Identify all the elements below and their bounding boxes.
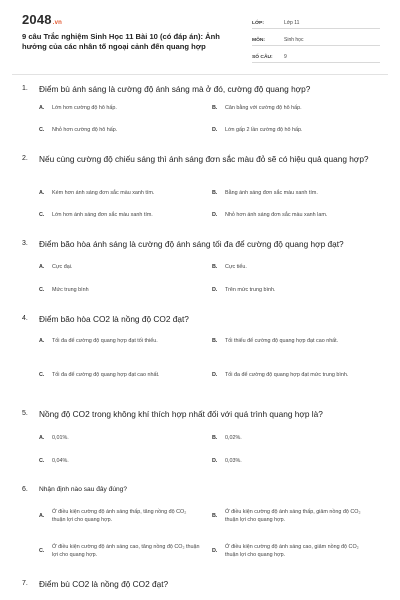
- option-a[interactable]: [39, 337, 200, 345]
- option-key: B.: [212, 435, 218, 441]
- question-text: Nồng độ CO2 trong không khí thích hợp nhất đối với quá trình quang hợp là?: [39, 409, 323, 419]
- option-d[interactable]: [212, 457, 373, 465]
- meta-value: Sinh học: [284, 37, 304, 43]
- option-key: D.: [212, 127, 218, 133]
- option-text: Ở điều kiện cường độ ánh sáng cao, tăng nồng độ CO₂ thuận lợi cho quang hợp.: [52, 544, 200, 558]
- option-b[interactable]: [212, 508, 373, 524]
- question-1: [22, 83, 384, 95]
- option-text: Lớn gấp 2 lần cường độ hô hấp.: [225, 127, 303, 133]
- logo-text: 2048: [22, 12, 52, 27]
- option-key: C.: [39, 372, 45, 378]
- option-d[interactable]: [212, 286, 373, 294]
- option-key: A.: [39, 105, 45, 111]
- option-a[interactable]: [39, 104, 200, 112]
- question-title: [22, 153, 384, 165]
- question-number: 3.: [22, 240, 28, 247]
- option-text: Ở điều kiện cường độ ánh sáng cao, giảm nồng độ CO₂ thuận lợi cho quang hợp.: [225, 544, 359, 558]
- question-text: Điểm bão hòa ánh sáng là cường độ ánh sáng tối đa để cường độ quang hợp đạt?: [39, 239, 344, 249]
- option-key: B.: [212, 264, 218, 270]
- option-key: C.: [39, 287, 45, 293]
- option-key: B.: [212, 190, 218, 196]
- option-key: A.: [39, 190, 45, 196]
- option-a[interactable]: [39, 189, 200, 197]
- question-3: [22, 238, 384, 250]
- option-text: Lớn hơn cường độ hô hấp.: [52, 105, 117, 111]
- option-key: B.: [212, 338, 218, 344]
- option-c[interactable]: [39, 371, 200, 379]
- option-text: Nhỏ hơn ánh sáng đơn sắc màu xanh lam.: [225, 212, 328, 218]
- option-key: D.: [212, 212, 218, 218]
- option-text: Lớn hơn ánh sáng đơn sắc màu xanh tím.: [52, 212, 153, 218]
- question-6: [22, 484, 384, 496]
- option-b[interactable]: [212, 434, 373, 442]
- option-b[interactable]: [212, 104, 373, 112]
- option-key: D.: [212, 372, 218, 378]
- option-text: Ở điều kiện cường độ ánh sáng thấp, tăng nồng độ CO₂ thuận lợi cho quang hợp.: [52, 509, 187, 523]
- option-b[interactable]: [212, 189, 373, 197]
- question-text: Nếu cùng cường độ chiếu sáng thì ánh sáng đơn sắc màu đỏ sẽ có hiệu quả quang hợp?: [39, 154, 369, 164]
- question-number: 7.: [22, 580, 28, 587]
- option-key: C.: [39, 127, 45, 133]
- option-text: Mức trung bình: [52, 287, 89, 293]
- question-title: [22, 484, 384, 496]
- option-text: Tối thiểu để cường độ quang hợp đạt cao nhất.: [225, 338, 339, 344]
- question-number: 5.: [22, 410, 28, 417]
- option-text: Tối đa để cường độ quang hợp đạt mức trung bình.: [225, 372, 349, 378]
- option-c[interactable]: [39, 286, 200, 294]
- page-title: 9 câu Trắc nghiệm Sinh Học 11 Bài 10 (có đáp án): Ảnh hưởng của các nhân tố ngoại cảnh đến quang hợp: [22, 32, 220, 51]
- question-title: [22, 83, 384, 95]
- question-text: Điểm bù CO2 là nồng độ CO2 đạt?: [39, 579, 169, 589]
- option-key: A.: [39, 338, 45, 344]
- question-number: 6.: [22, 486, 28, 493]
- question-text: Điểm bão hòa CO2 là nồng độ CO2 đạt?: [39, 314, 189, 324]
- option-b[interactable]: [212, 337, 373, 345]
- option-d[interactable]: [212, 126, 373, 134]
- question-title: [22, 238, 384, 250]
- option-text: Cân bằng với cường độ hô hấp.: [225, 105, 302, 111]
- option-d[interactable]: [212, 371, 373, 379]
- option-text: 0,03%.: [225, 458, 242, 464]
- option-b[interactable]: [212, 263, 373, 271]
- question-7: [22, 578, 384, 590]
- question-number: 1.: [22, 85, 28, 92]
- option-key: A.: [39, 435, 45, 441]
- option-key: D.: [212, 458, 218, 464]
- question-text: Điểm bù ánh sáng là cường độ ánh sáng mà ở đó, cường độ quang hợp?: [39, 84, 311, 94]
- option-text: 0,04%.: [52, 458, 69, 464]
- option-text: Tối đa để cường độ quang hợp đạt tối thiểu.: [52, 338, 158, 344]
- option-a[interactable]: [39, 434, 200, 442]
- option-key: B.: [212, 105, 218, 111]
- question-number: 4.: [22, 315, 28, 322]
- question-number: 2.: [22, 155, 28, 162]
- option-text: Ở điều kiện cường độ ánh sáng thấp, giảm nồng độ CO₂ thuận lợi cho quang hợp.: [225, 509, 361, 523]
- option-key: D.: [212, 548, 218, 554]
- option-key: C.: [39, 212, 45, 218]
- option-text: Trên mức trung bình.: [225, 287, 276, 293]
- question-title: [22, 313, 384, 325]
- question-5: [22, 408, 384, 420]
- option-c[interactable]: [39, 126, 200, 134]
- option-text: Cực tiểu.: [225, 264, 247, 270]
- option-text: 0,01%.: [52, 435, 69, 441]
- question-text: Nhận định nào sau đây đúng?: [39, 486, 127, 493]
- option-text: Tối đa để cường độ quang hợp đạt cao nhất.: [52, 372, 160, 378]
- option-key: C.: [39, 548, 45, 554]
- option-text: Cực đại.: [52, 264, 73, 270]
- question-title: [22, 408, 384, 420]
- meta-label: MÔN:: [252, 38, 266, 43]
- question-title: [22, 578, 384, 590]
- meta-value: Lớp 11: [284, 20, 300, 26]
- logo-suffix: .vn: [52, 20, 63, 26]
- question-2: [22, 153, 384, 165]
- option-key: A.: [39, 264, 45, 270]
- question-4: [22, 313, 384, 325]
- option-text: Nhỏ hơn cường độ hô hấp.: [52, 127, 118, 133]
- meta-label: SỐ CÂU:: [252, 55, 273, 60]
- option-key: D.: [212, 287, 218, 293]
- option-c[interactable]: [39, 457, 200, 465]
- option-d[interactable]: [212, 211, 373, 219]
- option-key: B.: [212, 513, 218, 519]
- option-key: C.: [39, 458, 45, 464]
- option-key: A.: [39, 513, 45, 519]
- option-text: 0,02%.: [225, 435, 242, 441]
- option-a[interactable]: [39, 508, 200, 524]
- meta-value: 9: [284, 54, 287, 60]
- option-text: Kém hơn ánh sáng đơn sắc màu xanh tím.: [52, 190, 155, 196]
- option-a[interactable]: [39, 263, 200, 271]
- meta-label: LỚP:: [252, 21, 265, 26]
- option-c[interactable]: [39, 211, 200, 219]
- option-d[interactable]: [212, 543, 373, 559]
- option-c[interactable]: [39, 543, 200, 559]
- option-text: Bằng ánh sáng đơn sắc màu xanh tím.: [225, 190, 318, 196]
